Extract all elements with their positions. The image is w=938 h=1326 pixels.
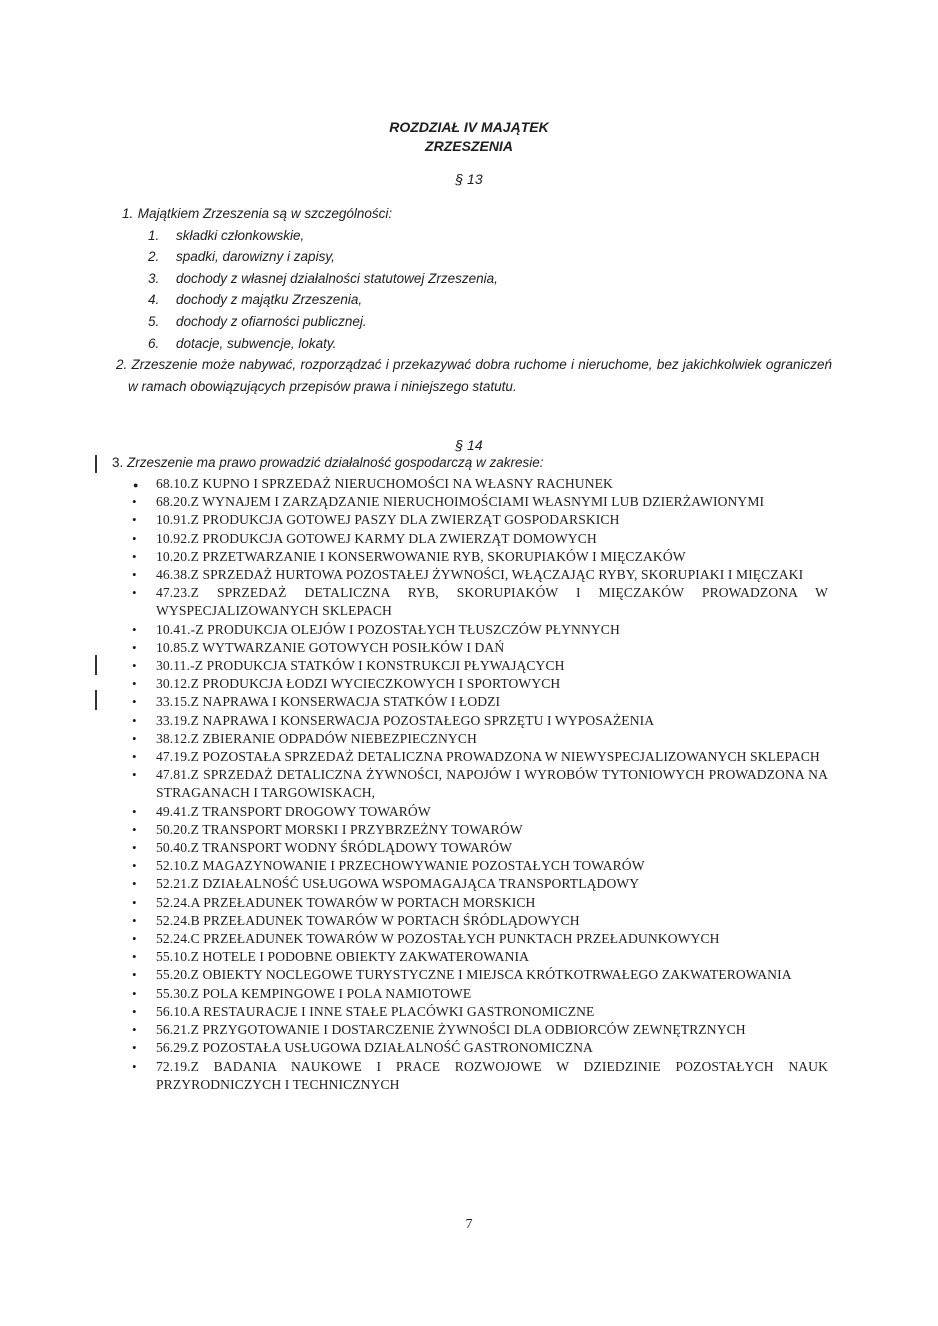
activity-list-item: • 10.92.Z PRODUKCJA GOTOWEJ KARMY DLA ZWIERZĄT DOMOWYCH: [128, 530, 828, 548]
activity-list-item: • 52.10.Z MAGAZYNOWANIE I PRZECHOWYWANIE POZOSTAŁYCH TOWARÓW: [128, 857, 828, 875]
section-13-subitem: [122, 225, 832, 247]
activity-list-item: • 30.12.Z PRODUKCJA ŁODZI WYCIECZKOWYCH I SPORTOWYCH: [128, 675, 828, 693]
revision-margin-bar: [95, 690, 97, 710]
subitem-number: 5.: [148, 313, 160, 329]
activity-list-item: • 50.40.Z TRANSPORT WODNY ŚRÓDLĄDOWY TOWARÓW: [128, 839, 828, 857]
item-number: 2.: [116, 357, 128, 373]
activity-list-item: • 10.20.Z PRZETWARZANIE I KONSERWOWANIE RYB, SKORUPIAKÓW I MIĘCZAKÓW: [128, 548, 828, 566]
activity-list-item: • 10.85.Z WYTWARZANIE GOTOWYCH POSIŁKÓW I DAŃ: [128, 639, 828, 657]
section-13-subitem: [122, 268, 832, 290]
subitem-text: dochody z ofiarności publicznej.: [176, 313, 367, 329]
item-number: 1.: [122, 206, 134, 221]
activity-list-item: • 47.81.Z SPRZEDAŻ DETALICZNA ŻYWNOŚCI, NAPOJÓW I WYROBÓW TYTONIOWYCH PROWADZONA NA STRAGANACH I TARGOWISKACH,: [128, 766, 828, 802]
activity-list-item: • 38.12.Z ZBIERANIE ODPADÓW NIEBEZPIECZNYCH: [128, 730, 828, 748]
section-13-subitem: [122, 289, 832, 311]
activity-list-item: • 52.24.B PRZEŁADUNEK TOWARÓW W PORTACH ŚRÓDLĄDOWYCH: [128, 912, 828, 930]
section-13-subitem: [122, 333, 832, 355]
activity-list: [128, 475, 828, 1094]
activity-list-item: • 68.20.Z WYNAJEM I ZARZĄDZANIE NIERUCHOIMOŚCIAMI WŁASNYMI LUB DZIERŻAWIONYMI: [128, 493, 828, 511]
section-13-subitem: [122, 246, 832, 268]
subitem-number: 2.: [148, 249, 160, 265]
activity-list-item: • 46.38.Z SPRZEDAŻ HURTOWA POZOSTAŁEJ ŻYWNOŚCI, WŁĄCZAJĄC RYBY, SKORUPIAKI I MIĘCZAKI: [128, 566, 828, 584]
subitem-text: dochody z własnej działalności statutowej Zrzeszenia,: [176, 270, 498, 286]
item-text: Zrzeszenie ma prawo prowadzić działalność gospodarczą w zakresie:: [127, 455, 544, 470]
activity-list-item: • 47.23.Z SPRZEDAŻ DETALICZNA RYB, SKORUPIAKÓW I MIĘCZAKÓW PROWADZONA W WYSPECJALIZOWANYCH SKLEPACH: [128, 584, 828, 620]
chapter-title-line1: ROZDZIAŁ IV MAJĄTEK: [389, 119, 549, 135]
subitem-text: dotacje, subwencje, lokaty.: [176, 335, 337, 351]
activity-list-item: • 52.24.C PRZEŁADUNEK TOWARÓW W POZOSTAŁYCH PUNKTACH PRZEŁADUNKOWYCH: [128, 930, 828, 948]
activity-list-item: • 72.19.Z BADANIA NAUKOWE I PRACE ROZWOJOWE W DZIEDZINIE POZOSTAŁYCH NAUK PRZYRODNICZYCH I TECHNICZNYCH: [128, 1058, 828, 1094]
activity-list-item: • 52.24.A PRZEŁADUNEK TOWARÓW W PORTACH MORSKICH: [128, 894, 828, 912]
activity-list-item: • 55.10.Z HOTELE I PODOBNE OBIEKTY ZAKWATEROWANIA: [128, 948, 828, 966]
activity-list-item: • 33.15.Z NAPRAWA I KONSERWACJA STATKÓW I ŁODZI: [128, 693, 828, 711]
chapter-title-line2: ZRZESZENIA: [425, 138, 513, 154]
activity-list-item: • 52.21.Z DZIAŁALNOŚĆ USŁUGOWA WSPOMAGAJĄCA TRANSPORTLĄDOWY: [128, 875, 828, 893]
item-text: Majątkiem Zrzeszenia są w szczególności:: [137, 206, 393, 221]
revision-margin-bar: [95, 655, 97, 675]
activity-list-item: • 49.41.Z TRANSPORT DROGOWY TOWARÓW: [128, 803, 828, 821]
item-number: 3.: [112, 455, 124, 470]
activity-list-item: • 56.29.Z POZOSTAŁA USŁUGOWA DZIAŁALNOŚĆ GASTRONOMICZNA: [128, 1039, 828, 1057]
activity-list-item: • 33.19.Z NAPRAWA I KONSERWACJA POZOSTAŁEGO SPRZĘTU I WYPOSAŻENIA: [128, 712, 828, 730]
activity-list-item: • 50.20.Z TRANSPORT MORSKI I PRZYBRZEŻNY TOWARÓW: [128, 821, 828, 839]
activity-list-item: • 56.10.A RESTAURACJE I INNE STAŁE PLACÓWKI GASTRONOMICZNE: [128, 1003, 828, 1021]
activity-list-item: ● 68.10.Z KUPNO I SPRZEDAŻ NIERUCHOMOŚCI NA WŁASNY RACHUNEK: [128, 475, 828, 493]
activity-list-item: • 55.30.Z POLA KEMPINGOWE I POLA NAMIOTOWE: [128, 985, 828, 1003]
subitem-number: 3.: [148, 270, 160, 286]
revision-margin-bar: [95, 455, 97, 473]
subitem-number: 4.: [148, 292, 160, 308]
page-number: 7: [465, 1217, 473, 1232]
section-13-body: [116, 203, 832, 397]
activity-list-item: • 55.20.Z OBIEKTY NOCLEGOWE TURYSTYCZNE I MIEJSCA KRÓTKOTRWAŁEGO ZAKWATEROWANIA: [128, 966, 828, 984]
subitem-number: 6.: [148, 335, 160, 351]
section-14-heading: § 14: [455, 437, 483, 453]
subitem-text: spadki, darowizny i zapisy,: [176, 249, 335, 265]
subitem-number: 1.: [148, 227, 160, 243]
section-13-subitem: [122, 311, 832, 333]
item-text: Zrzeszenie może nabywać, rozporządzać i przekazywać dobra ruchome i nieruchome, bez jakichkolwiek ograniczeń w ramach obowiązujących przepisów prawa i niniejszego statutu.: [128, 357, 832, 394]
activity-list-item: • 56.21.Z PRZYGOTOWANIE I DOSTARCZENIE ŻYWNOŚCI DLA ODBIORCÓW ZEWNĘTRZNYCH: [128, 1021, 828, 1039]
activity-list-item: • 30.11.-Z PRODUKCJA STATKÓW I KONSTRUKCJI PŁYWAJĄCYCH: [128, 657, 828, 675]
subitem-text: dochody z majątku Zrzeszenia,: [176, 292, 363, 308]
section-13-heading: § 13: [455, 171, 483, 187]
activity-list-item: • 10.41.-Z PRODUKCJA OLEJÓW I POZOSTAŁYCH TŁUSZCZÓW PŁYNNYCH: [128, 621, 828, 639]
section-13-item-1: [122, 203, 832, 225]
section-14-item-3: [112, 455, 543, 470]
section-13-item-2: [116, 354, 832, 397]
activity-list-item: • 47.19.Z POZOSTAŁA SPRZEDAŻ DETALICZNA PROWADZONA W NIEWYSPECJALIZOWANYCH SKLEPACH: [128, 748, 828, 766]
activity-list-item: • 10.91.Z PRODUKCJA GOTOWEJ PASZY DLA ZWIERZĄT GOSPODARSKICH: [128, 511, 828, 529]
subitem-text: składki członkowskie,: [176, 227, 305, 243]
